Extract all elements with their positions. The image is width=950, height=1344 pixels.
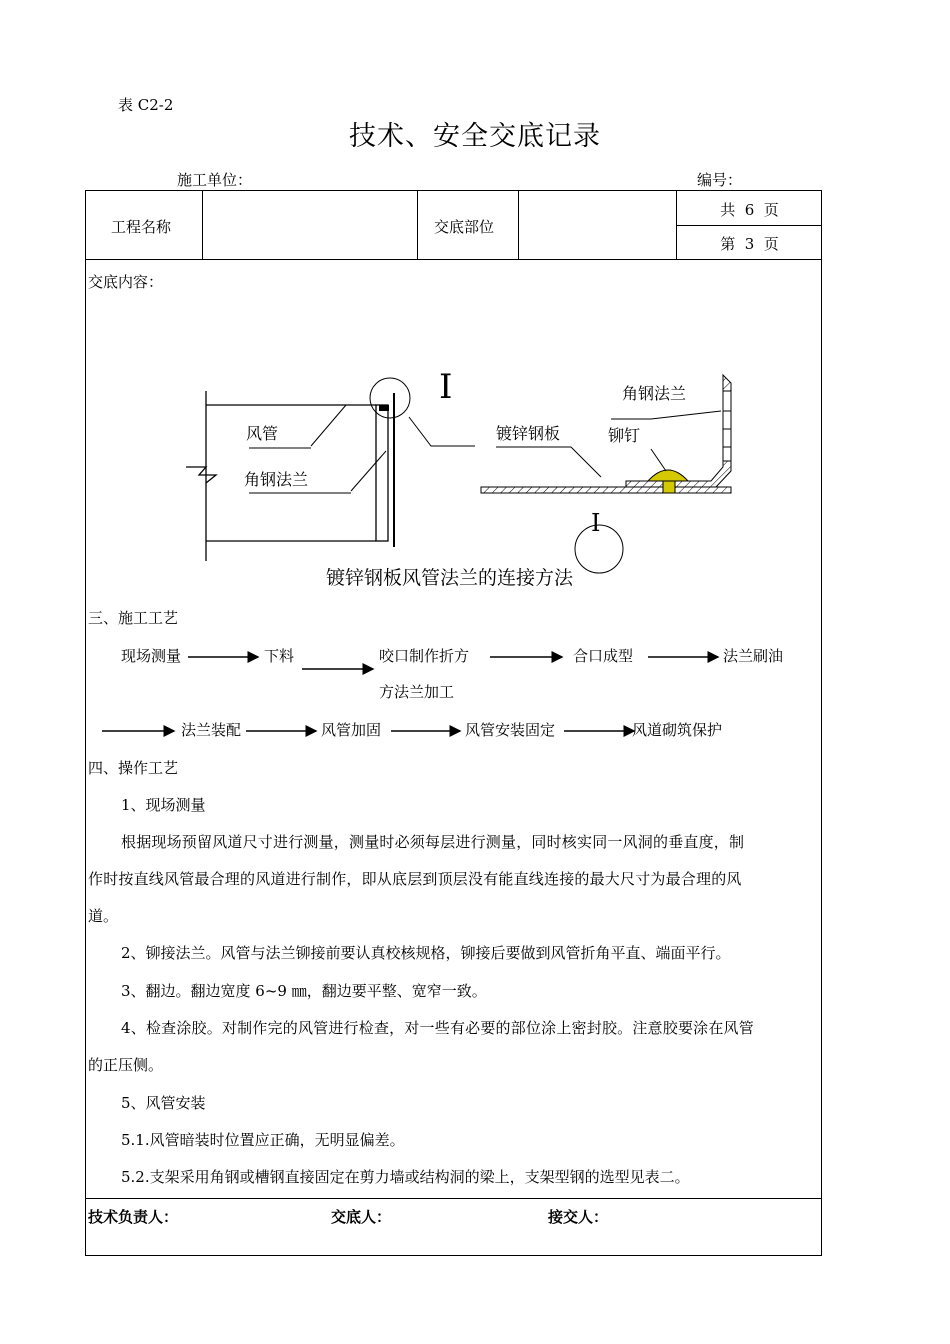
item1-paragraph-line: 作时按直线风管最合理的风道进行制作，即从底层到顶层没有能直线连接的最大尺寸为最合理的风 <box>88 870 742 888</box>
angle-flange-section <box>376 405 388 541</box>
item4-paragraph-line: 4、检查涂胶。对制作完的风管进行检查，对一些有必要的部位涂上密封胶。注意胶要涂在风管 <box>121 1019 754 1037</box>
rivet-shank-icon <box>663 481 675 493</box>
rivet-head-icon <box>648 470 688 481</box>
item5-2-text: 5.2.支架采用角钢或槽钢直接固定在剪力墙或结构洞的梁上，支架型钢的选型见表二。 <box>121 1168 690 1186</box>
grid-line <box>86 259 821 260</box>
diagram-label-duct: 风管 <box>246 424 279 443</box>
detail-leader <box>409 417 475 446</box>
construction-unit-label: 施工单位： <box>177 171 253 189</box>
content-label: 交底内容： <box>88 273 164 291</box>
item2-text: 2、铆接法兰。风管与法兰铆接前要认真校核规格，铆接后要做到风管折角平直、端面平行。 <box>121 944 731 962</box>
leader-duct <box>311 405 346 446</box>
item1-paragraph-line: 根据现场预留风道尺寸进行测量，测量时必须每层进行测量，同时核实同一风洞的垂直度，制 <box>121 833 745 851</box>
process-flow-arrows <box>86 631 821 741</box>
item5-title: 5、风管安装 <box>121 1094 206 1112</box>
section4-heading: 四、操作工艺 <box>88 759 179 777</box>
serial-number-label: 编号： <box>697 171 743 189</box>
flow-step: 风管加固 <box>321 721 382 739</box>
galvanized-sheet-section <box>481 487 731 493</box>
receiver-label: 接交人： <box>548 1208 609 1226</box>
grid-line <box>676 225 821 226</box>
page-title: 技术、安全交底记录 <box>349 121 601 152</box>
section3-heading: 三、施工工艺 <box>88 609 179 627</box>
total-pages: 共 6 页 <box>720 201 779 219</box>
flow-step-sub: 方法兰加工 <box>379 683 455 701</box>
handover-person-label: 交底人： <box>331 1208 392 1226</box>
flow-step: 风管安装固定 <box>465 721 556 739</box>
flow-step: 风道砌筑保护 <box>632 721 723 739</box>
diagram-detail-marker-circle: I <box>591 509 601 537</box>
project-name-field[interactable] <box>202 191 417 259</box>
diagram-detail-marker: I <box>439 367 453 407</box>
handover-part-field[interactable] <box>518 191 676 259</box>
flow-step: 法兰刷油 <box>723 647 784 665</box>
current-page: 第 3 页 <box>720 235 779 253</box>
project-name-label: 工程名称 <box>111 218 172 236</box>
grid-line <box>417 191 418 259</box>
handover-part-label: 交底部位 <box>434 218 495 236</box>
leader-rivet <box>651 449 666 471</box>
diagram-label-rivet: 铆钉 <box>608 426 641 445</box>
diagram-caption: 镀锌钢板风管法兰的连接方法 <box>326 567 574 589</box>
item1-title: 1、现场测量 <box>121 796 206 814</box>
break-line-icon <box>186 467 216 483</box>
item1-paragraph-line: 道。 <box>88 907 119 925</box>
flow-step: 下料 <box>264 647 295 665</box>
item4-paragraph-line: 的正压侧。 <box>88 1056 164 1074</box>
diagram-label-angle-flange-right: 角钢法兰 <box>622 384 687 403</box>
leader-galvanized-sheet <box>571 447 601 477</box>
item3-text: 3、翻边。翻边宽度 6~9 ㎜，翻边要平整、宽窄一致。 <box>121 982 487 1000</box>
flow-step: 合口成型 <box>573 647 634 665</box>
flow-step: 咬口制作折方 <box>379 647 470 665</box>
record-form <box>85 190 822 1256</box>
angle-flange-vertical <box>723 391 731 461</box>
tech-lead-label: 技术负责人： <box>88 1208 179 1226</box>
flow-step: 法兰装配 <box>181 721 242 739</box>
diagram-label-angle-flange: 角钢法兰 <box>244 470 309 489</box>
detail-circle-left <box>370 378 410 418</box>
diagram-label-galvanized-sheet: 镀锌钢板 <box>496 424 561 443</box>
footer-divider <box>86 1198 821 1199</box>
form-code: 表 C2-2 <box>118 96 174 114</box>
flange-rivet-mark <box>379 405 389 411</box>
flow-step: 现场测量 <box>121 647 182 665</box>
item5-1-text: 5.1.风管暗装时位置应正确，无明显偏差。 <box>121 1131 405 1149</box>
